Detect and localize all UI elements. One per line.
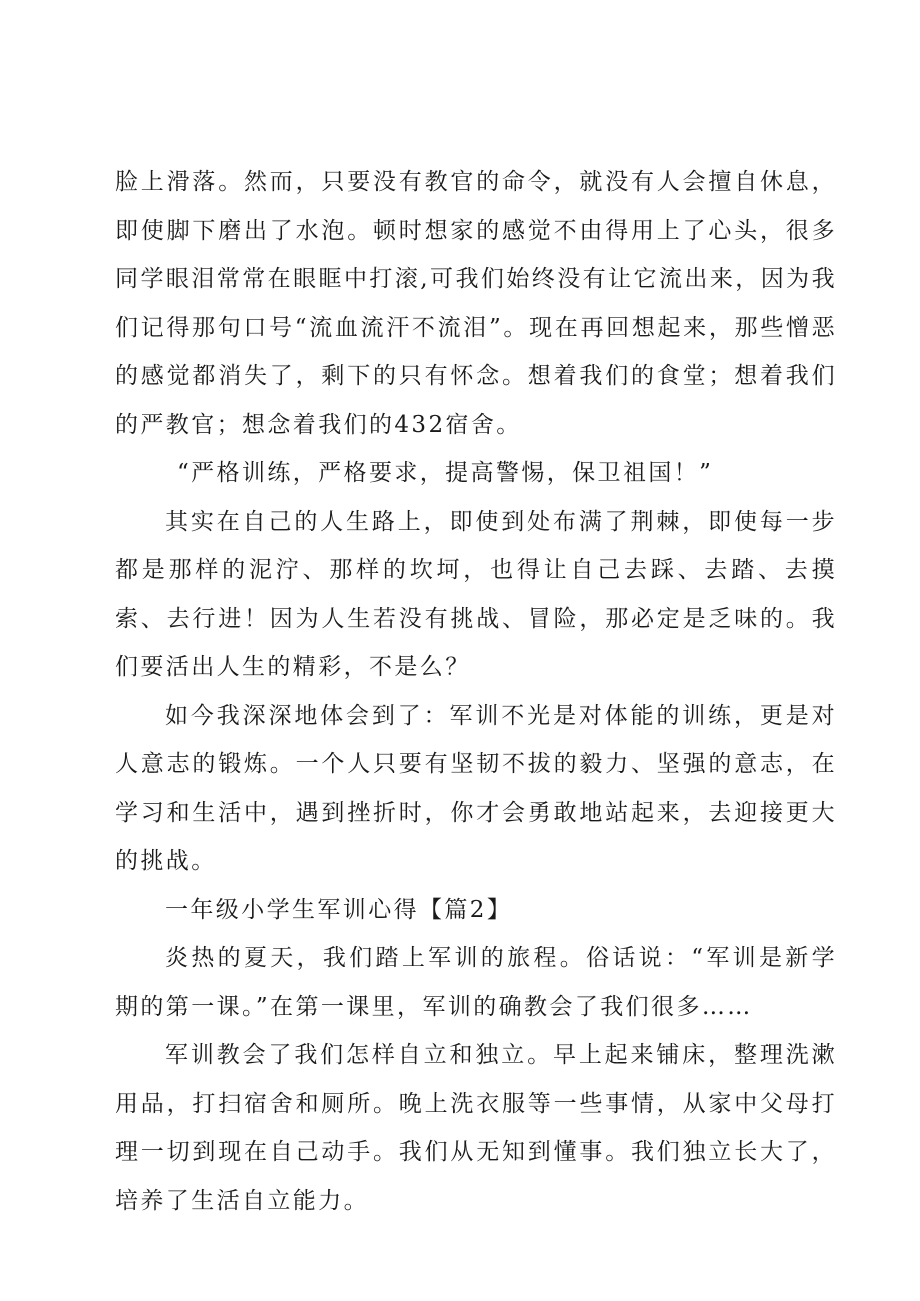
document-body — [115, 158, 837, 1225]
paragraph-continuation: 脸上滑落。然而，只要没有教官的命令，就没有人会擅自休息，即使脚下磨出了水泡。顿时想家的感觉不由得用上了心头，很多同学眼泪常常在眼眶中打滚,可我们始终没有让它流出来，因为我们记得那句口号“流血流汗不流泪”。现在再回想起来，那些憎恶的感觉都消失了，剩下的只有怀念。想着我们的食堂；想着我们的严教官；想念着我们的432宿舍。 — [115, 169, 837, 438]
paragraph-summer: 炎热的夏天，我们踏上军训的旅程。俗话说：“军训是新学期的第一课。”在第一课里，军训的确教会了我们很多…… — [115, 945, 837, 1020]
paragraph-independence: 军训教会了我们怎样自立和独立。早上起来铺床，整理洗漱用品，打扫宿舍和厕所。晚上洗衣服等一些事情，从家中父母打理一切到现在自己动手。我们从无知到懂事。我们独立长大了，培养了生活自立能力。 — [115, 1042, 837, 1214]
section-heading: 一年级小学生军训心得【篇2】 — [165, 896, 513, 923]
paragraph-reflection: 如今我深深地体会到了：军训不光是对体能的训练，更是对人意志的锻炼。一个人只要有坚韧不拔的毅力、坚强的意志，在学习和生活中，遇到挫折时，你才会勇敢地站起来，去迎接更大的挑战。 — [115, 702, 837, 874]
paragraph-life-path: 其实在自己的人生路上，即使到处布满了荆棘，即使每一步都是那样的泥泞、那样的坎坷，也得让自己去踩、去踏、去摸索、去行进！因为人生若没有挑战、冒险，那必定是乏味的。我们要活出人生的精彩，不是么？ — [115, 508, 837, 680]
paragraph-slogan: “严格训练，严格要求，提高警惕，保卫祖国！” — [177, 460, 714, 486]
